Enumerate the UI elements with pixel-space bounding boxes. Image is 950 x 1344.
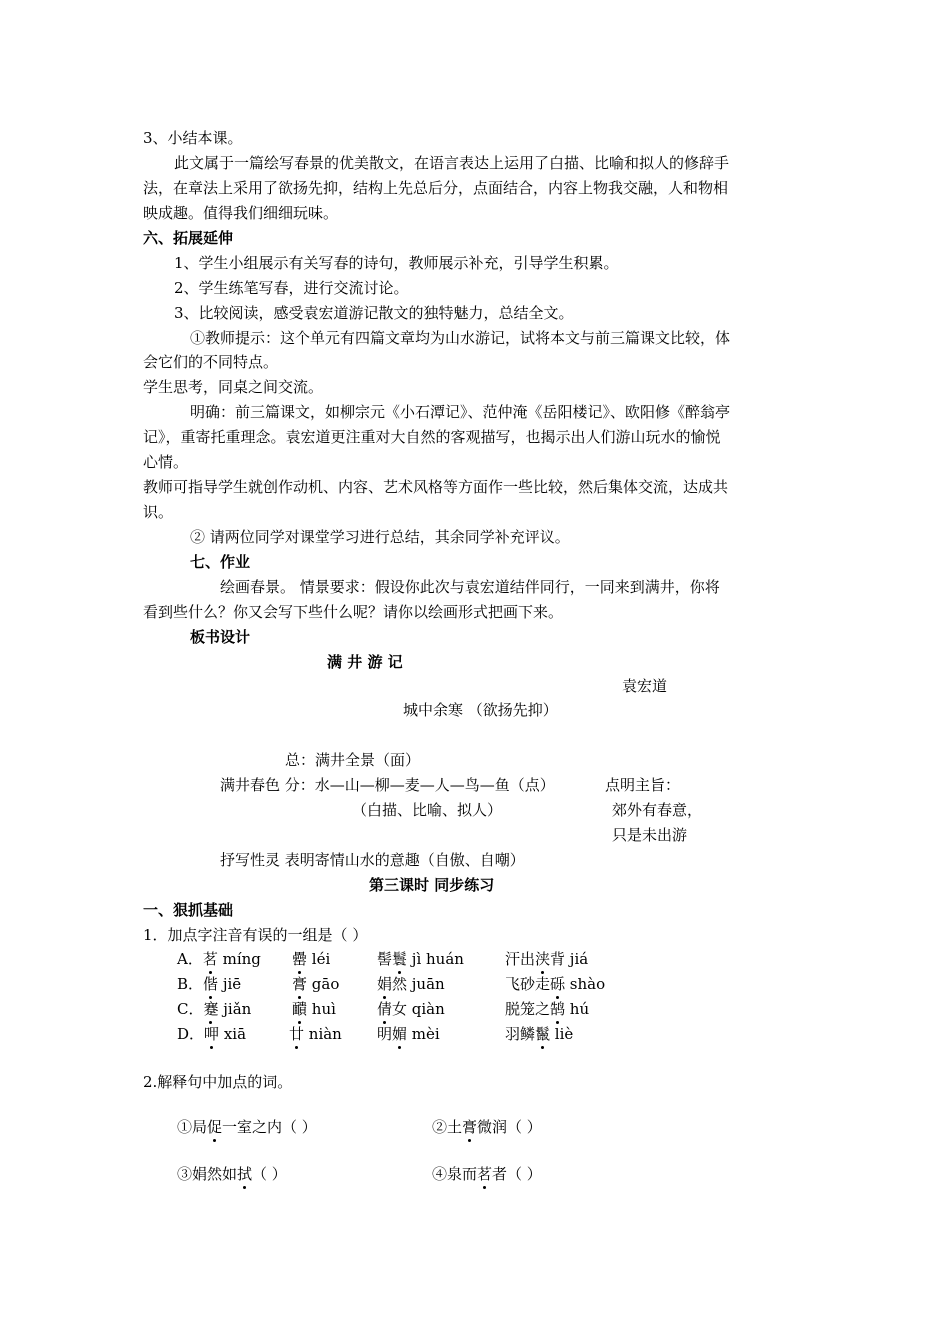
sub-question	[432, 1164, 542, 1184]
emphasized-character: 膏	[462, 1118, 478, 1136]
extension-think: 学生思考，同桌之间交流。	[143, 378, 324, 396]
option-cell	[177, 999, 251, 1019]
board-theme-2: 只是未出游	[612, 826, 688, 844]
emphasized-character: 砾	[550, 975, 566, 993]
option-cell	[377, 999, 445, 1019]
extension-heading: 六、拓展延伸	[143, 229, 234, 247]
board-row-3: 满井春色 分：水—山—柳—麦—人—鸟—鱼（点）	[220, 776, 555, 794]
board-theme-label: 点明主旨：	[605, 776, 681, 794]
text-segment: léi	[307, 950, 331, 968]
emphasized-character: 罍	[292, 950, 308, 968]
emphasized-character: 鬟	[392, 950, 408, 968]
emphasized-character: 蹇	[203, 1000, 219, 1018]
homework-line-1: 绘画春景。 情景要求：假设你此次与袁宏道结伴同行，一同来到满井，你将	[220, 578, 720, 596]
emphasized-character: 鬣	[535, 1025, 551, 1043]
text-segment: 微润（ ）	[477, 1118, 542, 1136]
option-cell	[292, 974, 339, 994]
homework-line-2: 看到些什么？你又会写下些什么呢？请你以绘画形式把画下来。	[143, 603, 564, 621]
exercise-heading: 一、狠抓基础	[143, 901, 234, 919]
board-title: 满 井 游 记	[327, 653, 403, 671]
option-cell	[377, 1024, 440, 1044]
text-segment: 羽鳞	[505, 1025, 536, 1043]
option-cell	[292, 949, 330, 969]
text-segment: D．	[177, 1025, 205, 1043]
option-cell	[177, 949, 261, 969]
emphasized-character: 媚	[392, 1025, 408, 1043]
extension-item-1: 1、学生小组展示有关写春的诗句，教师展示补充，引导学生积累。	[174, 254, 619, 272]
extension-clear-2: 记》，重寄托重理念。袁宏道更注重对大自然的客观描写，也揭示出人们游山玩水的愉悦	[143, 428, 721, 446]
option-cell	[177, 1024, 246, 1044]
extension-item-3: 3、比较阅读，感受袁宏道游记散文的独特魅力，总结全文。	[174, 304, 574, 322]
option-cell	[505, 1024, 573, 1044]
text-segment: A．	[177, 950, 203, 968]
extension-clear-1: 明确：前三篇课文，如柳宗元《小石潭记》、范仲淹《岳阳楼记》、欧阳修《醉翁亭	[190, 403, 731, 421]
text-segment: ④泉而	[432, 1165, 478, 1183]
option-cell	[505, 999, 589, 1019]
option-cell	[177, 974, 241, 994]
text-segment: jì huán	[407, 950, 464, 968]
sub-question	[432, 1117, 542, 1137]
emphasized-character: 娟	[377, 975, 393, 993]
text-segment: 女 qiàn	[392, 1000, 445, 1018]
text-segment: míng	[217, 950, 261, 968]
board-theme-1: 郊外有春意，	[612, 801, 703, 819]
text-segment: ①局	[177, 1118, 208, 1136]
extension-hint-2: 会它们的不同特点。	[143, 353, 279, 371]
emphasized-character: 茗	[477, 1165, 493, 1183]
text-segment: 髻	[377, 950, 393, 968]
extension-clear-3: 心情。	[143, 453, 189, 471]
lesson3-title: 第三课时 同步练习	[369, 876, 495, 894]
text-segment: 然 juān	[392, 975, 445, 993]
extension-item-4: ② 请两位同学对课堂学习进行总结，其余同学补充评议。	[190, 528, 570, 546]
extension-hint-1: ①教师提示：这个单元有四篇文章均为山水游记，试将本文与前三篇课文比较，体	[190, 329, 731, 347]
board-row-1: 城中余寒 （欲扬先抑）	[403, 701, 558, 719]
emphasized-character: 靧	[292, 1000, 308, 1018]
text-segment: huì	[307, 1000, 336, 1018]
text-segment: ③娟然如	[177, 1165, 238, 1183]
board-row-2: 总：满井全景（面）	[285, 751, 421, 769]
emphasized-character: 拭	[237, 1165, 253, 1183]
board-heading: 板书设计	[190, 628, 251, 646]
text-segment: jiǎn	[218, 1000, 252, 1018]
text-segment: 一室之内（ ）	[222, 1118, 317, 1136]
option-cell	[505, 949, 588, 969]
emphasized-character: 呷	[204, 1025, 220, 1043]
option-cell	[505, 974, 605, 994]
text-segment: liè	[550, 1025, 574, 1043]
option-cell	[289, 1024, 342, 1044]
board-row-6: 抒写性灵 表明寄情山水的意趣（自傲、自嘲）	[220, 851, 525, 869]
summary-line-1: 此文属于一篇绘写春景的优美散文，在语言表达上运用了白描、比喻和拟人的修辞手	[174, 154, 730, 172]
emphasized-character: 廿	[289, 1025, 305, 1043]
option-cell	[377, 949, 464, 969]
emphasized-character: 促	[207, 1118, 223, 1136]
option-cell	[292, 999, 336, 1019]
text-segment: 飞砂走	[505, 975, 551, 993]
text-segment: mèi	[407, 1025, 440, 1043]
text-segment: niàn	[304, 1025, 342, 1043]
text-segment: （ ）	[252, 1165, 287, 1183]
emphasized-character: 膏	[292, 975, 308, 993]
text-segment: 脱笼之	[505, 1000, 551, 1018]
sub-question	[177, 1117, 317, 1137]
extension-guide-1: 教师可指导学生就创作动机、内容、艺术风格等方面作一些比较，然后集体交流，达成共	[143, 478, 729, 496]
emphasized-character: 鹄	[550, 1000, 566, 1018]
text-segment: C．	[177, 1000, 204, 1018]
text-segment: shào	[565, 975, 606, 993]
emphasized-character: 偕	[203, 975, 219, 993]
board-row-4: （白描、比喻、拟人）	[352, 801, 503, 819]
text-segment: B．	[177, 975, 204, 993]
text-segment: jiē	[218, 975, 242, 993]
text-segment: gāo	[307, 975, 340, 993]
emphasized-character: 茗	[202, 950, 218, 968]
board-author: 袁宏道	[622, 677, 668, 695]
option-cell	[377, 974, 445, 994]
question-2: 2.解释句中加点的词。	[143, 1073, 293, 1091]
emphasized-character: 浃	[535, 950, 551, 968]
text-segment: 明	[377, 1025, 393, 1043]
text-segment: 汗出	[505, 950, 536, 968]
text-segment: 者（ ）	[492, 1165, 542, 1183]
homework-heading: 七、作业	[190, 553, 251, 571]
text-segment: hú	[565, 1000, 590, 1018]
summary-line-2: 法，在章法上采用了欲扬先抑，结构上先总后分，点面结合，内容上物我交融，人和物相	[143, 179, 729, 197]
question-1: 1．加点字注音有误的一组是（ ）	[143, 926, 368, 944]
text-segment: 背 jiá	[550, 950, 589, 968]
extension-guide-2: 识。	[143, 503, 174, 521]
summary-heading: 3、小结本课。	[143, 129, 243, 147]
sub-question	[177, 1164, 287, 1184]
text-segment: ②土	[432, 1118, 463, 1136]
emphasized-character: 倩	[377, 1000, 393, 1018]
extension-item-2: 2、学生练笔写春，进行交流讨论。	[174, 279, 409, 297]
summary-line-3: 映成趣。值得我们细细玩味。	[143, 204, 339, 222]
text-segment: xiā	[219, 1025, 247, 1043]
